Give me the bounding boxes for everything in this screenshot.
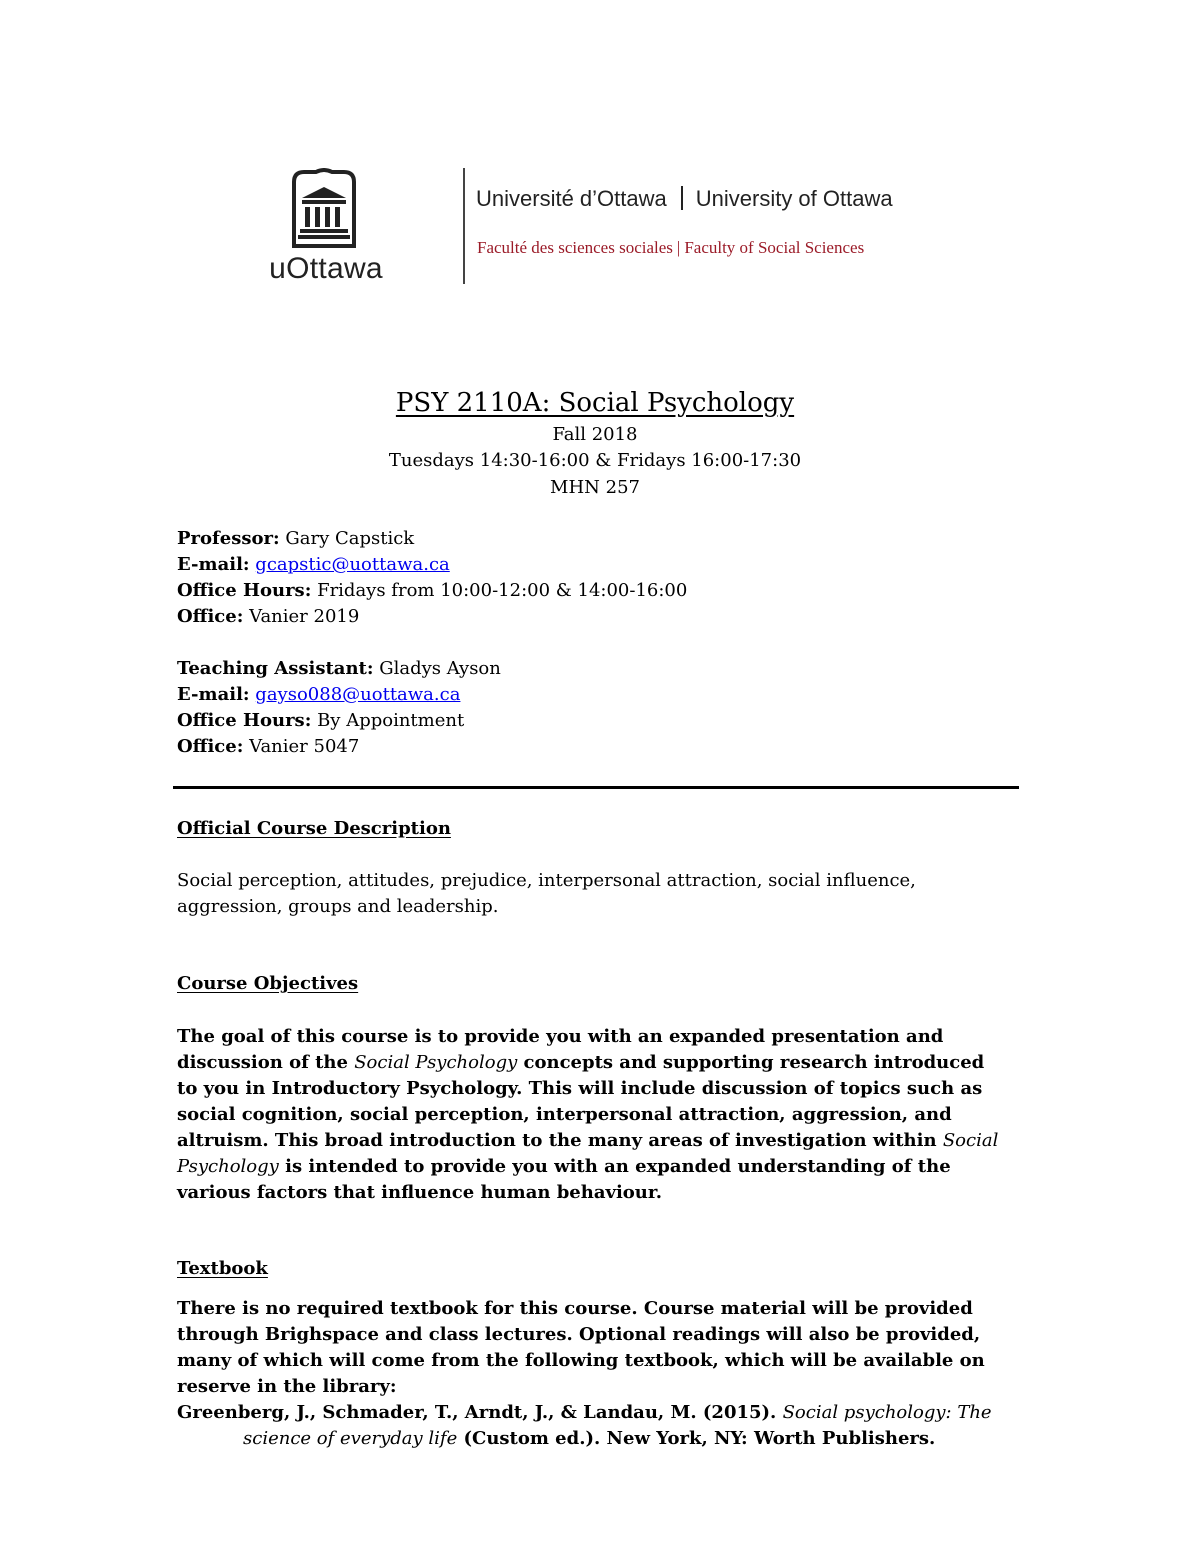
university-names	[476, 186, 893, 212]
uottawa-wordmark: uOttawa	[269, 252, 383, 285]
ta-email-line	[177, 684, 460, 705]
ta-line	[177, 658, 501, 679]
professor-email-line	[177, 554, 450, 575]
professor-hours-line	[177, 580, 687, 601]
objectives-italic-term2: Social Psychology	[177, 1130, 999, 1177]
ta-office: Vanier 5047	[249, 736, 360, 757]
professor-label: Professor:	[177, 528, 280, 549]
section-divider	[173, 786, 1019, 789]
ta-email-link[interactable]: gayso088@uottawa.ca	[255, 684, 461, 705]
ta-hours-label: Office Hours:	[177, 710, 312, 731]
professor-office: Vanier 2019	[249, 606, 360, 627]
professor-name: Gary Capstick	[285, 528, 415, 549]
professor-office-label: Office:	[177, 606, 244, 627]
description-heading: Official Course Description	[177, 818, 451, 839]
textbook-heading: Textbook	[177, 1258, 268, 1279]
professor-email-label: E-mail:	[177, 554, 250, 575]
faculty-name-separator: |	[676, 238, 681, 257]
course-room: MHN 257	[550, 477, 640, 498]
professor-line	[177, 528, 414, 549]
professor-hours: Fridays from 10:00-12:00 & 14:00-16:00	[317, 580, 688, 601]
ta-label: Teaching Assistant:	[177, 658, 374, 679]
ta-office-label: Office:	[177, 736, 244, 757]
letterhead-divider	[463, 168, 465, 284]
ta-email-label: E-mail:	[177, 684, 250, 705]
objectives-text-part2: concepts and supporting research introduced to you in Introductory Psychology. This will include discussion of topics such as social cognition, social perception, interpersonal attraction, aggression, and altruism. This broad introduction to the many areas of investigation within	[177, 1052, 985, 1151]
professor-email-link[interactable]: gcapstic@uottawa.ca	[255, 554, 450, 575]
ta-hours: By Appointment	[317, 710, 465, 731]
ta-name: Gladys Ayson	[379, 658, 501, 679]
course-schedule: Tuesdays 14:30-16:00 & Fridays 16:00-17:30	[388, 450, 802, 471]
description-text: Social perception, attitudes, prejudice, interpersonal attraction, social influence, aggression, groups and leadership.	[177, 870, 916, 917]
faculty-name-en: Faculty of Social Sciences	[684, 238, 865, 257]
course-term: Fall 2018	[552, 424, 638, 445]
reference-publisher: (Custom ed.). New York, NY: Worth Publishers.	[457, 1428, 936, 1449]
university-name-separator	[681, 186, 683, 210]
ta-hours-line	[177, 710, 464, 731]
professor-hours-label: Office Hours:	[177, 580, 312, 601]
university-name-en: University of Ottawa	[695, 186, 893, 211]
objectives-text	[177, 1024, 1007, 1206]
reference-title: Social psychology: The science of everyday life	[243, 1402, 992, 1449]
course-title: PSY 2110A: Social Psychology	[395, 388, 795, 418]
objectives-italic-term1: Social Psychology	[354, 1052, 518, 1073]
objectives-text-part3: is intended to provide you with an expanded understanding of the various factors that influence human behaviour.	[177, 1156, 951, 1203]
objectives-heading: Course Objectives	[177, 973, 359, 994]
faculty-name-fr: Faculté des sciences sociales	[477, 238, 673, 257]
faculty-names	[477, 238, 864, 258]
textbook-text: There is no required textbook for this course. Course material will be provided through Brighspace and class lectures. Optional readings will also be provided, many of which will come from the following textbook, which will be available on reserve in the library:	[177, 1298, 985, 1397]
reference-authors: Greenberg, J., Schmader, T., Arndt, J., & Landau, M. (2015).	[177, 1402, 783, 1423]
textbook-reference	[177, 1400, 1007, 1452]
professor-office-line	[177, 606, 359, 627]
objectives-text-part1: The goal of this course is to provide you with an expanded presentation and discussion of the	[177, 1026, 944, 1073]
ta-office-line	[177, 736, 359, 757]
uottawa-crest-logo	[288, 168, 360, 248]
university-name-fr: Université d’Ottawa	[476, 186, 667, 211]
